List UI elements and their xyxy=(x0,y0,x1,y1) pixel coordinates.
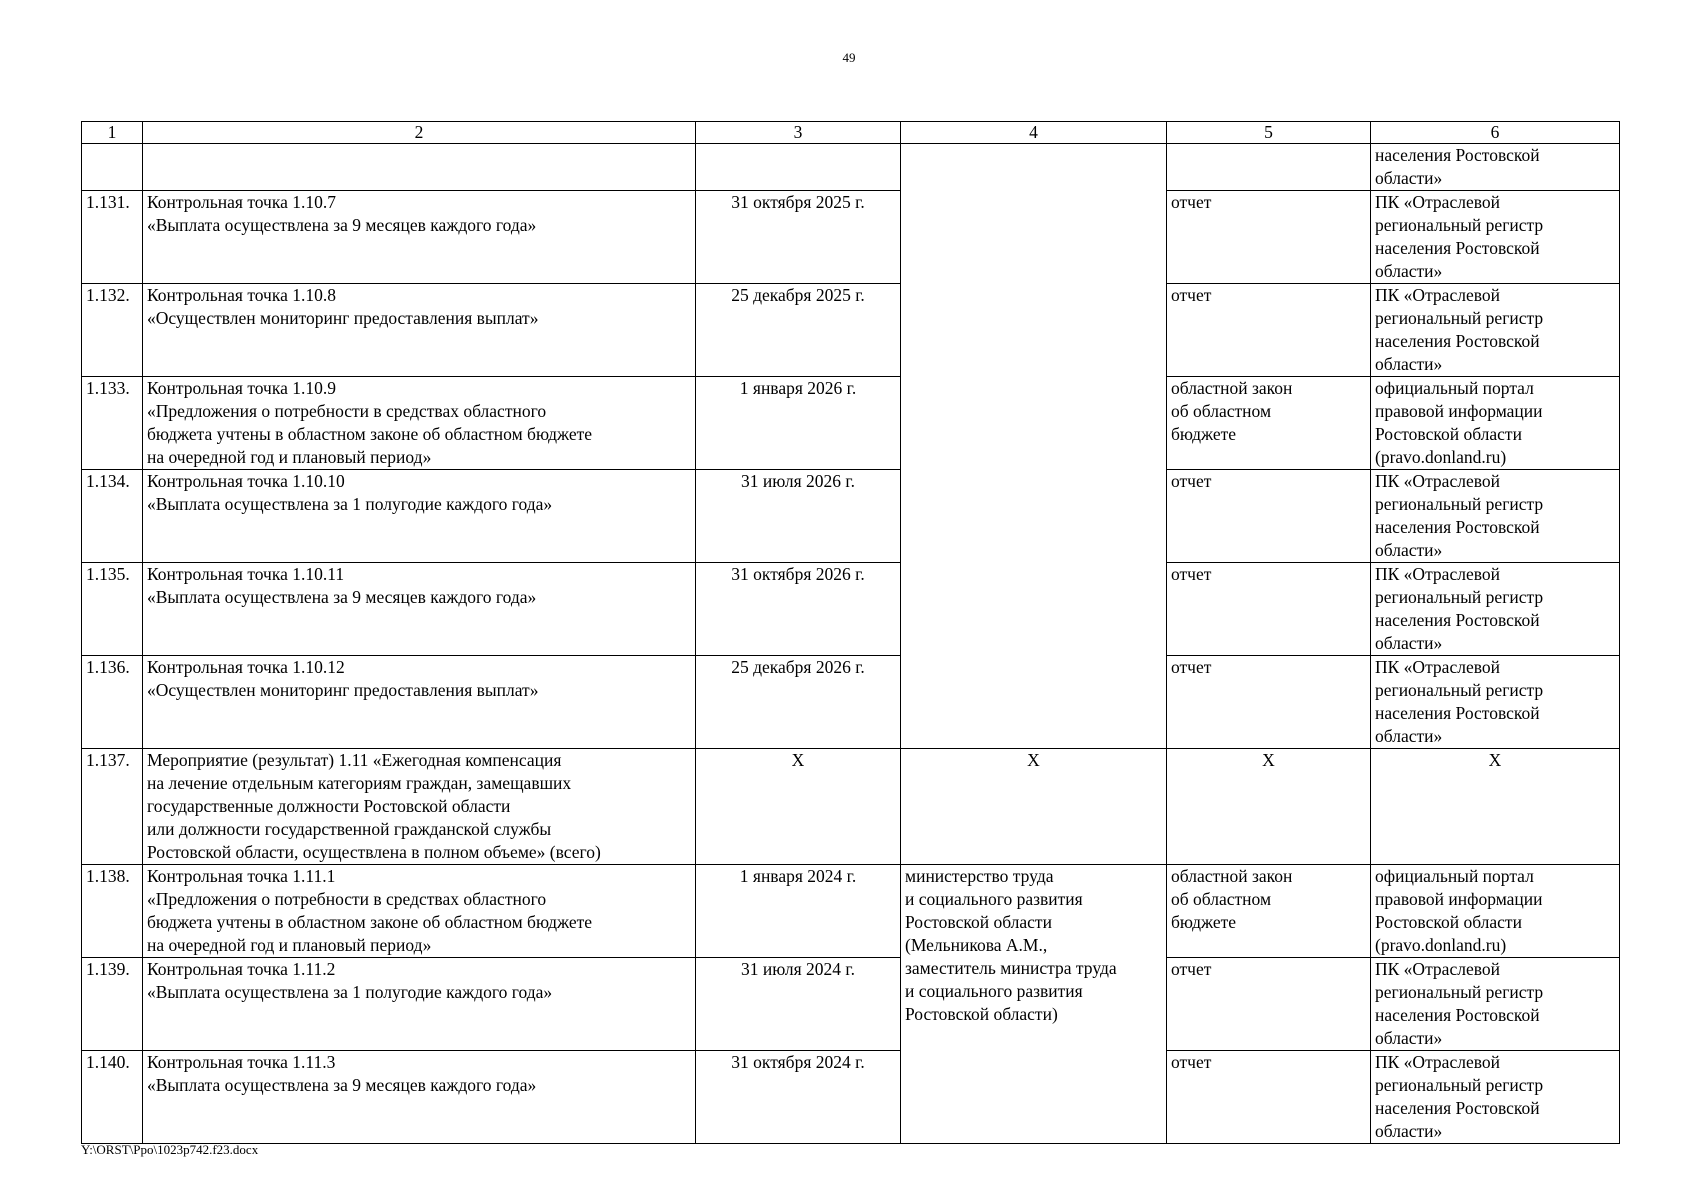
description-cell xyxy=(143,1051,696,1144)
cell-text: 1.137. xyxy=(86,750,130,770)
info-system-cell xyxy=(1371,1051,1620,1144)
cell-line: региональный регистр xyxy=(1375,587,1544,607)
description-cell xyxy=(143,749,696,865)
table-row xyxy=(82,284,1620,377)
row-number-cell xyxy=(82,191,143,284)
cell-text: 25 декабря 2026 г. xyxy=(731,657,865,677)
cell-line: «Предложения о потребности в средствах областного xyxy=(147,889,547,909)
cell-line: населения Ростовской xyxy=(1375,703,1540,723)
cell-line: отчет xyxy=(1171,564,1212,584)
cell-line: заместитель министра труда xyxy=(905,958,1117,978)
cell-text: 1.133. xyxy=(86,378,130,398)
cell-line: ПК «Отраслевой xyxy=(1375,1052,1500,1072)
cell-line: «Выплата осуществлена за 1 полугодие каждого года» xyxy=(147,982,553,1002)
cell-line: области» xyxy=(1375,726,1443,746)
cell-text: 1.140. xyxy=(86,1052,130,1072)
description-cell xyxy=(143,191,696,284)
cell-line: Ростовской области xyxy=(905,912,1052,932)
file-path-footer: Y:\ORST\Ppo\1023p742.f23.docx xyxy=(81,1142,259,1157)
cell-line: министерство труда xyxy=(905,866,1054,886)
cell-line: региональный регистр xyxy=(1375,494,1544,514)
cell-line: бюджете xyxy=(1171,912,1237,932)
cell-text: 31 октября 2026 г. xyxy=(731,564,865,584)
cell-line: «Выплата осуществлена за 9 месяцев каждого года» xyxy=(147,215,537,235)
cell-line: населения Ростовской xyxy=(1375,331,1540,351)
cell-text: X xyxy=(1488,750,1502,770)
cell-text: 1.138. xyxy=(86,866,130,886)
cell-text: 31 октября 2024 г. xyxy=(731,1052,865,1072)
cell-line: отчет xyxy=(1171,1052,1212,1072)
table-row xyxy=(82,191,1620,284)
description-cell xyxy=(143,563,696,656)
cell-text: 1.134. xyxy=(86,471,130,491)
row-number-cell xyxy=(82,563,143,656)
x-mark-cell xyxy=(1371,749,1620,865)
cell-line: населения Ростовской xyxy=(1375,610,1540,630)
cell-line: правовой информации xyxy=(1375,401,1543,421)
x-mark-cell xyxy=(1167,749,1371,865)
info-system-cell xyxy=(1371,563,1620,656)
cell-line: ПК «Отраслевой xyxy=(1375,657,1500,677)
cell-text: X xyxy=(791,750,805,770)
cell-line: или должности государственной гражданской службы xyxy=(147,819,552,839)
description-cell xyxy=(143,958,696,1051)
date-cell xyxy=(696,656,901,749)
header-cell: 3 xyxy=(696,122,901,144)
cell-line: «Осуществлен мониторинг предоставления выплат» xyxy=(147,308,539,328)
cell-line: ПК «Отраслевой xyxy=(1375,192,1500,212)
cell-line: отчет xyxy=(1171,192,1212,212)
cell-line: области» xyxy=(1375,633,1443,653)
cell-line: Контрольная точка 1.10.8 xyxy=(147,285,336,305)
cell-line: «Осуществлен мониторинг предоставления выплат» xyxy=(147,680,539,700)
cell-line: на лечение отдельным категориям граждан, замещавших xyxy=(147,773,572,793)
responsible-cell xyxy=(901,865,1167,1144)
cell-line: областной закон xyxy=(1171,866,1293,886)
cell-line: ПК «Отраслевой xyxy=(1375,959,1500,979)
table-row xyxy=(82,958,1620,1051)
document-type-cell xyxy=(1167,865,1371,958)
cell-text: 1.135. xyxy=(86,564,130,584)
cell-line: Контрольная точка 1.10.7 xyxy=(147,192,336,212)
table-row xyxy=(82,749,1620,865)
row-number-cell xyxy=(82,656,143,749)
document-type-cell xyxy=(1167,958,1371,1051)
cell-line: населения Ростовской xyxy=(1375,1098,1540,1118)
table-row xyxy=(82,865,1620,958)
document-type-cell xyxy=(1167,563,1371,656)
info-system-cell xyxy=(1371,377,1620,470)
cell-line: отчет xyxy=(1171,285,1212,305)
cell-line: Мероприятие (результат) 1.11 «Ежегодная компенсация xyxy=(147,750,562,770)
description-cell xyxy=(143,377,696,470)
cell-line: об областном xyxy=(1171,401,1272,421)
cell-line: региональный регистр xyxy=(1375,308,1544,328)
row-number-cell xyxy=(82,865,143,958)
cell-line: области» xyxy=(1375,1121,1443,1141)
cell-text: X xyxy=(1262,750,1275,770)
description-cell xyxy=(143,284,696,377)
table-row xyxy=(82,563,1620,656)
document-type-cell xyxy=(1167,144,1371,191)
control-points-table xyxy=(81,121,1620,1144)
cell-line: официальный портал xyxy=(1375,378,1534,398)
date-cell xyxy=(696,865,901,958)
header-cell: 5 xyxy=(1167,122,1371,144)
cell-line: Контрольная точка 1.11.2 xyxy=(147,959,336,979)
x-mark-cell xyxy=(901,749,1167,865)
cell-line: государственные должности Ростовской области xyxy=(147,796,511,816)
cell-line: области» xyxy=(1375,261,1443,281)
cell-line: региональный регистр xyxy=(1375,680,1544,700)
table-row xyxy=(82,656,1620,749)
description-cell xyxy=(143,470,696,563)
cell-line: Контрольная точка 1.11.3 xyxy=(147,1052,336,1072)
cell-line: Ростовской области xyxy=(1375,912,1522,932)
page-number: 49 xyxy=(842,50,856,65)
cell-line: (pravo.donland.ru) xyxy=(1375,935,1507,955)
cell-text: 25 декабря 2025 г. xyxy=(731,285,865,305)
cell-text: 31 июля 2024 г. xyxy=(741,959,855,979)
cell-line: и социального развития xyxy=(905,889,1083,909)
cell-line: официальный портал xyxy=(1375,866,1534,886)
cell-line: Контрольная точка 1.11.1 xyxy=(147,866,336,886)
cell-line: «Выплата осуществлена за 1 полугодие каждого года» xyxy=(147,494,553,514)
cell-line: об областном xyxy=(1171,889,1272,909)
date-cell xyxy=(696,958,901,1051)
cell-line: «Выплата осуществлена за 9 месяцев каждого года» xyxy=(147,1075,537,1095)
info-system-cell xyxy=(1371,865,1620,958)
cell-line: бюджета учтены в областном законе об областном бюджете xyxy=(147,912,593,932)
cell-line: Ростовской области xyxy=(1375,424,1522,444)
cell-line: Контрольная точка 1.10.11 xyxy=(147,564,345,584)
table-row xyxy=(82,144,1620,191)
row-number-cell xyxy=(82,1051,143,1144)
cell-line: на очередной год и плановый период» xyxy=(147,447,432,467)
info-system-cell xyxy=(1371,191,1620,284)
table-row xyxy=(82,1051,1620,1144)
document-type-cell xyxy=(1167,656,1371,749)
row-number-cell xyxy=(82,377,143,470)
cell-line: региональный регистр xyxy=(1375,215,1544,235)
cell-line: отчет xyxy=(1171,959,1212,979)
document-type-cell xyxy=(1167,191,1371,284)
header-cell: 2 xyxy=(143,122,696,144)
date-cell xyxy=(696,1051,901,1144)
cell-line: Контрольная точка 1.10.9 xyxy=(147,378,336,398)
cell-line: «Предложения о потребности в средствах областного xyxy=(147,401,547,421)
cell-line: (pravo.donland.ru) xyxy=(1375,447,1507,467)
cell-line: отчет xyxy=(1171,657,1212,677)
cell-line: областной закон xyxy=(1171,378,1293,398)
cell-line: населения Ростовской xyxy=(1375,238,1540,258)
cell-text: 1.139. xyxy=(86,959,130,979)
header-cell: 4 xyxy=(901,122,1167,144)
cell-text: 31 июля 2026 г. xyxy=(741,471,855,491)
cell-line: области» xyxy=(1375,168,1443,188)
description-cell xyxy=(143,656,696,749)
document-type-cell xyxy=(1167,1051,1371,1144)
date-cell xyxy=(696,284,901,377)
cell-text: 1.131. xyxy=(86,192,130,212)
header-row xyxy=(82,122,1620,144)
cell-line: ПК «Отраслевой xyxy=(1375,564,1500,584)
cell-line: «Выплата осуществлена за 9 месяцев каждого года» xyxy=(147,587,537,607)
responsible-cell xyxy=(901,144,1167,749)
cell-line: на очередной год и плановый период» xyxy=(147,935,432,955)
cell-line: региональный регистр xyxy=(1375,1075,1544,1095)
cell-text: 1.132. xyxy=(86,285,130,305)
cell-line: населения Ростовской xyxy=(1375,145,1540,165)
cell-line: отчет xyxy=(1171,471,1212,491)
cell-line: правовой информации xyxy=(1375,889,1543,909)
info-system-cell xyxy=(1371,284,1620,377)
cell-line: ПК «Отраслевой xyxy=(1375,285,1500,305)
cell-line: региональный регистр xyxy=(1375,982,1544,1002)
document-type-cell xyxy=(1167,284,1371,377)
info-system-cell xyxy=(1371,470,1620,563)
description-cell xyxy=(143,865,696,958)
cell-line: области» xyxy=(1375,1028,1443,1048)
cell-text: 1 января 2026 г. xyxy=(739,378,857,398)
cell-line: (Мельникова А.М., xyxy=(905,935,1048,955)
cell-line: Ростовской области) xyxy=(905,1004,1058,1024)
cell-line: Ростовской области, осуществлена в полном объеме» (всего) xyxy=(147,842,601,862)
date-cell xyxy=(696,377,901,470)
row-number-cell xyxy=(82,958,143,1051)
cell-line: бюджета учтены в областном законе об областном бюджете xyxy=(147,424,593,444)
row-number-cell xyxy=(82,749,143,865)
cell-line: ПК «Отраслевой xyxy=(1375,471,1500,491)
cell-line: и социального развития xyxy=(905,981,1083,1001)
date-cell xyxy=(696,563,901,656)
date-cell xyxy=(696,470,901,563)
date-cell xyxy=(696,191,901,284)
date-cell xyxy=(696,144,901,191)
cell-text: 1.136. xyxy=(86,657,130,677)
document-type-cell xyxy=(1167,377,1371,470)
cell-line: бюджете xyxy=(1171,424,1237,444)
cell-text: 1 января 2024 г. xyxy=(739,866,857,886)
x-mark-cell xyxy=(696,749,901,865)
info-system-cell xyxy=(1371,656,1620,749)
cell-line: Контрольная точка 1.10.10 xyxy=(147,471,345,491)
cell-line: населения Ростовской xyxy=(1375,1005,1540,1025)
cell-line: Контрольная точка 1.10.12 xyxy=(147,657,345,677)
document-type-cell xyxy=(1167,470,1371,563)
header-cell: 6 xyxy=(1371,122,1620,144)
table-row xyxy=(82,377,1620,470)
row-number-cell xyxy=(82,284,143,377)
info-system-cell xyxy=(1371,144,1620,191)
row-number-cell xyxy=(82,144,143,191)
description-cell xyxy=(143,144,696,191)
header-cell: 1 xyxy=(82,122,143,144)
row-number-cell xyxy=(82,470,143,563)
cell-text: 31 октября 2025 г. xyxy=(731,192,865,212)
cell-line: области» xyxy=(1375,540,1443,560)
info-system-cell xyxy=(1371,958,1620,1051)
cell-line: населения Ростовской xyxy=(1375,517,1540,537)
cell-line: области» xyxy=(1375,354,1443,374)
table-row xyxy=(82,470,1620,563)
cell-text: X xyxy=(1027,750,1040,770)
